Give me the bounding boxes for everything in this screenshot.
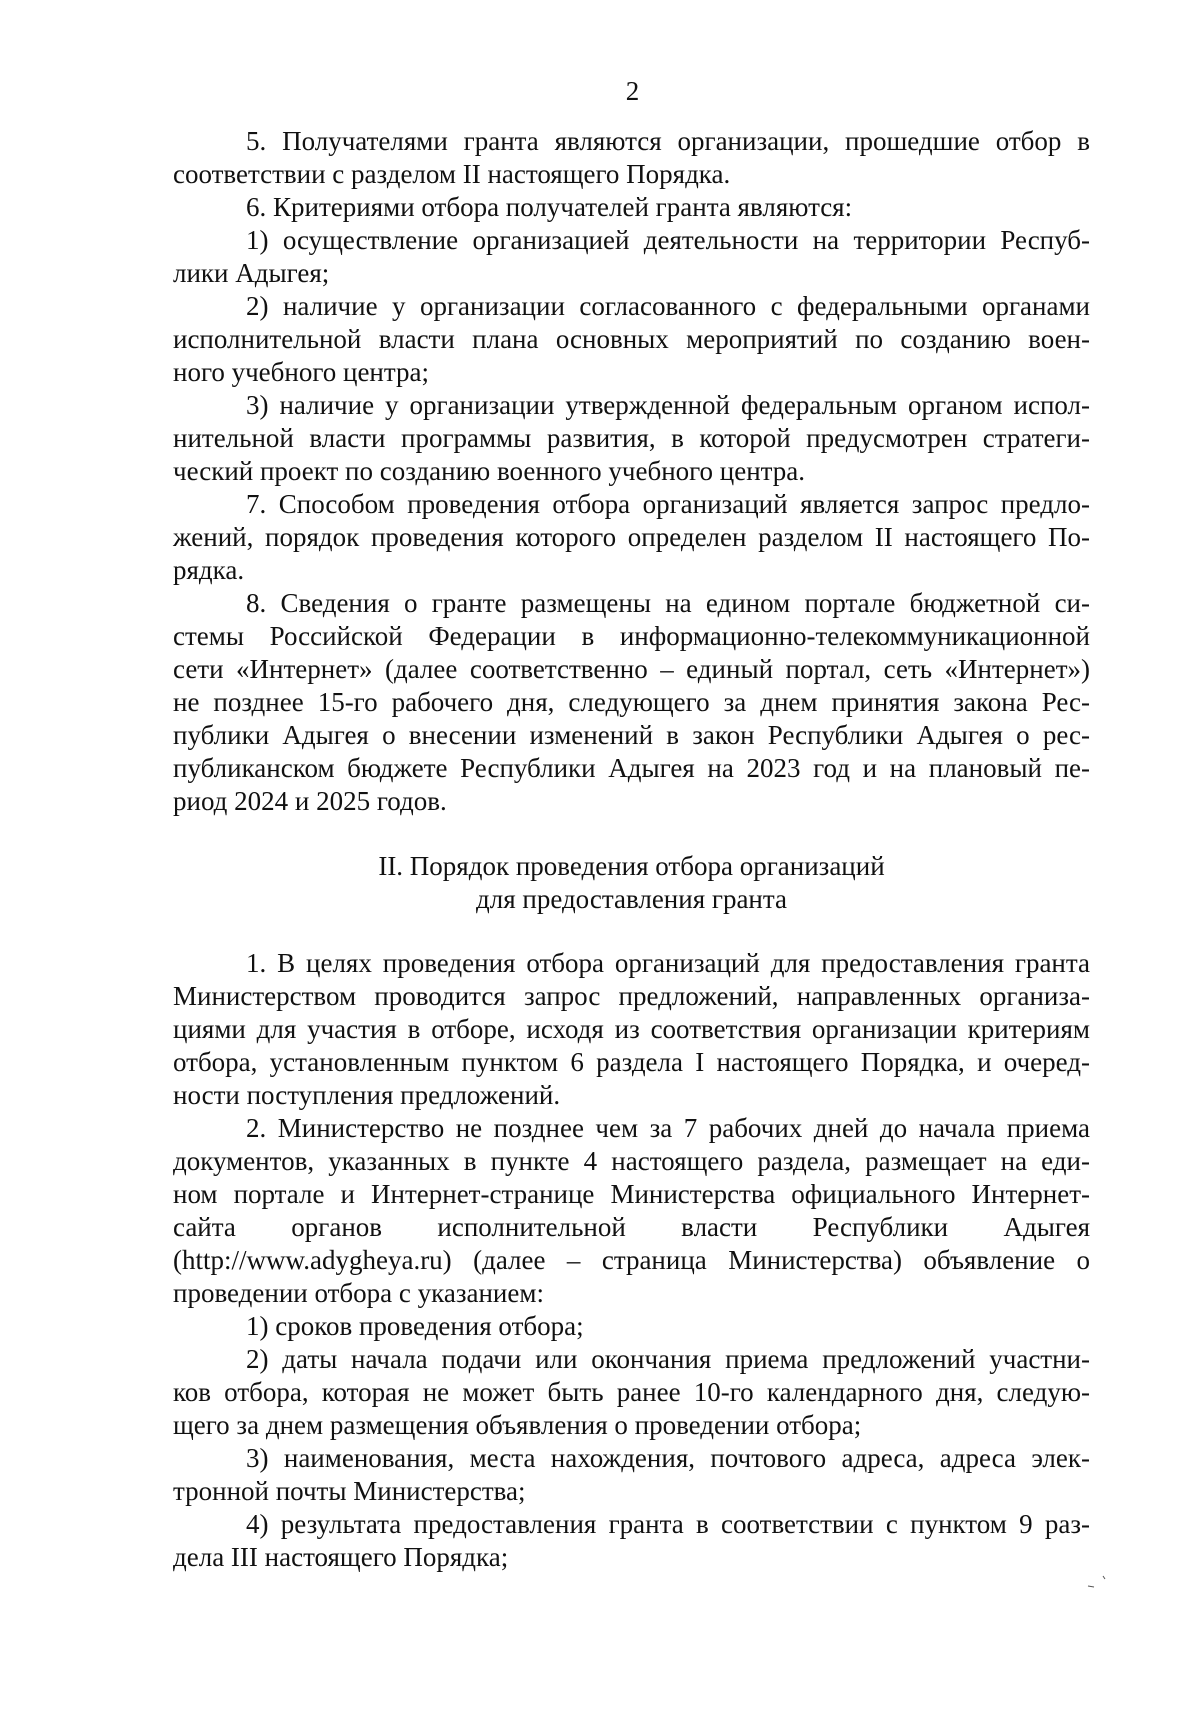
text-line: 3) наименования, места нахождения, почтового адреса, адреса элек- (246, 1443, 1090, 1473)
text-line: (http://www.adygheya.ru) (далее – страница Министерства) объявление о (173, 1245, 1090, 1275)
text-line: жений, порядок проведения которого определен разделом II настоящего По- (173, 522, 1090, 552)
text-line: 3) наличие у организации утвержденной федеральным органом испол- (246, 390, 1090, 420)
text-line: ном портале и Интернет-странице Министерства официального Интернет- (173, 1179, 1090, 1209)
text-line: лики Адыгея; (173, 258, 330, 288)
document-body (173, 125, 1090, 1574)
text-line: тронной почты Министерства; (173, 1476, 526, 1506)
text-line: исполнительной власти плана основных мероприятий по созданию воен- (173, 324, 1090, 354)
section-2-heading-line-2: для предоставления гранта (475, 884, 787, 914)
text-line: дела III настоящего Порядка; (173, 1542, 509, 1572)
scan-artifact-mark (1085, 1575, 1111, 1589)
text-line: Министерством проводится запрос предложений, направленных организа- (173, 981, 1090, 1011)
text-line: ного учебного центра; (173, 357, 429, 387)
text-line: проведении отбора с указанием: (173, 1278, 544, 1308)
text-line: ческий проект по созданию военного учебного центра. (173, 456, 806, 486)
text-line: щего за днем размещения объявления о проведении отбора; (173, 1410, 862, 1440)
text-line: публиканском бюджете Республики Адыгея на 2023 год и на плановый пе- (173, 753, 1090, 783)
text-line: 1. В целях проведения отбора организаций для предоставления гранта (246, 948, 1090, 978)
text-line: 2) наличие у организации согласованного с федеральными органами (246, 291, 1090, 321)
text-line: 2) даты начала подачи или окончания приема предложений участни- (246, 1344, 1090, 1374)
text-line: 6. Критериями отбора получателей гранта являются: (246, 192, 853, 222)
text-line: ков отбора, которая не может быть ранее 10-го календарного дня, следую- (173, 1377, 1090, 1407)
page-number: 2 (625, 76, 640, 106)
text-line: сайта органов исполнительной власти Республики Адыгея (173, 1212, 1090, 1242)
text-line: 7. Способом проведения отбора организаций является запрос предло- (246, 489, 1090, 519)
section-2-heading-line-1: II. Порядок проведения отбора организаций (378, 851, 885, 881)
section-2-paragraphs (173, 947, 1090, 1574)
text-line: стемы Российской Федерации в информационно-телекоммуникационной (173, 621, 1090, 651)
text-line: 5. Получателями гранта являются организации, прошедшие отбор в (246, 126, 1090, 156)
text-line: 4) результата предоставления гранта в соответствии с пунктом 9 раз- (246, 1509, 1090, 1539)
text-line: рядка. (173, 555, 245, 585)
text-line: документов, указанных в пункте 4 настоящего раздела, размещает на еди- (173, 1146, 1090, 1176)
text-line: сети «Интернет» (далее соответственно – единый портал, сеть «Интернет») (173, 654, 1090, 684)
text-line: отбора, установленным пунктом 6 раздела I настоящего Порядка, и очеред- (173, 1047, 1090, 1077)
text-line: риод 2024 и 2025 годов. (173, 786, 447, 816)
text-line: 8. Сведения о гранте размещены на едином портале бюджетной си- (246, 588, 1090, 618)
text-line: соответствии с разделом II настоящего Порядка. (173, 159, 731, 189)
text-line: ности поступления предложений. (173, 1080, 561, 1110)
section-1-paragraphs (173, 125, 1090, 818)
text-line: 1) осуществление организацией деятельности на территории Респуб- (246, 225, 1090, 255)
text-line: не позднее 15-го рабочего дня, следующего за днем принятия закона Рес- (173, 687, 1090, 717)
text-line: публики Адыгея о внесении изменений в закон Республики Адыгея о рес- (173, 720, 1090, 750)
text-line: циями для участия в отборе, исходя из соответствия организации критериям (173, 1014, 1090, 1044)
text-line: нительной власти программы развития, в которой предусмотрен стратеги- (173, 423, 1090, 453)
text-line: 2. Министерство не позднее чем за 7 рабочих дней до начала приема (246, 1113, 1090, 1143)
text-line: 1) сроков проведения отбора; (246, 1311, 584, 1341)
